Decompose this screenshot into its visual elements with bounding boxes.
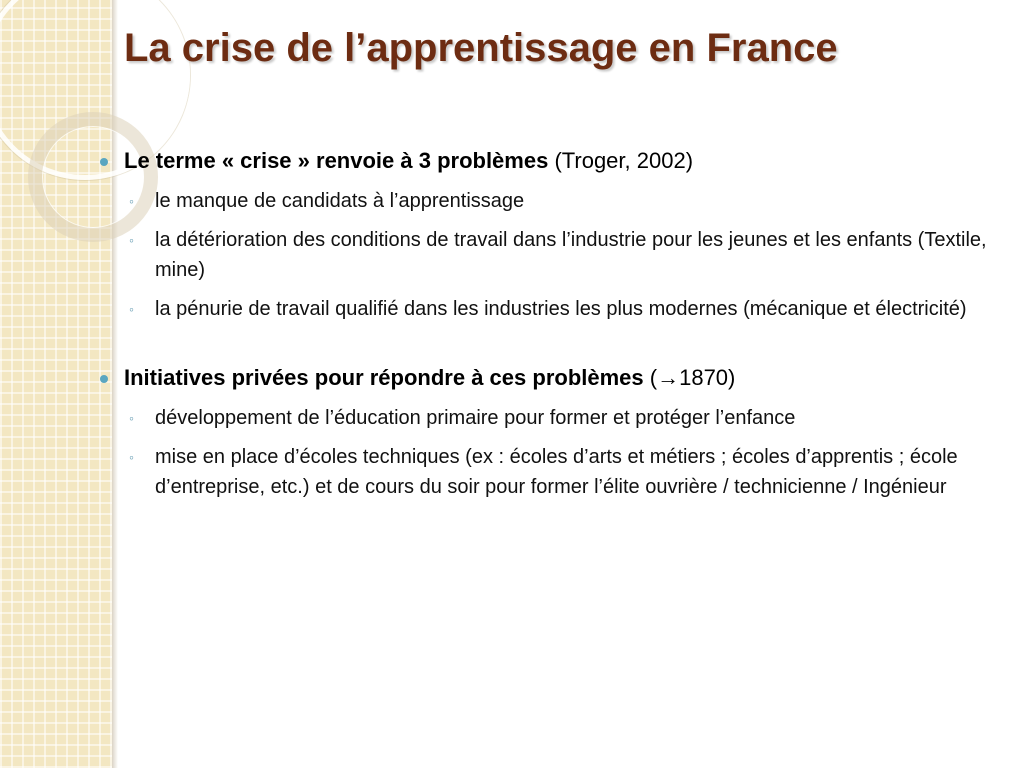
sub-bullet-text: la détérioration des conditions de travail dans l’industrie pour les jeunes et les enfants (Textile, mine) [155,229,987,281]
sub-bullet-item [100,442,990,502]
sub-bullet-item [100,403,990,433]
sub-bullet-text: le manque de candidats à l’apprentissage [155,190,525,212]
bullet-heading-citation: (Troger, 2002) [548,148,694,173]
section-spacer [100,324,990,362]
sub-bullet-item [100,225,990,285]
hollow-circle-bullet-icon: ◦ [129,410,134,426]
hollow-circle-bullet-icon: ◦ [129,301,134,317]
bullet-heading-bold: Initiatives privées pour répondre à ces problèmes [124,365,644,390]
arrow-right-icon: → [657,365,680,390]
hollow-circle-bullet-icon: ◦ [129,193,134,209]
sub-bullet-text: développement de l’éducation primaire pour former et protéger l’enfance [155,407,796,429]
round-bullet-icon [100,375,108,383]
sub-bullet-text: la pénurie de travail qualifié dans les industries les plus modernes (mécanique et électricité) [155,298,967,320]
slide-content [100,145,990,502]
bullet-initiatives-privees [100,362,990,394]
sub-bullet-text: mise en place d’écoles techniques (ex : écoles d’arts et métiers ; écoles d’apprentis ; école d’entreprise, etc.) et de cours du soir pour former l’élite ouvrière / technicienne / Ingénieur [155,446,958,498]
round-bullet-icon [100,158,108,166]
hollow-circle-bullet-icon: ◦ [129,449,134,465]
sub-bullet-item [100,186,990,216]
bullet-heading-bold: Le terme « crise » renvoie à 3 problèmes [124,148,549,173]
bullet-crise-terme [100,145,990,177]
sub-bullet-item [100,294,990,324]
bullet-heading-paren-open: ( [643,365,658,390]
hollow-circle-bullet-icon: ◦ [129,232,134,248]
bullet-heading-year: 1870) [679,365,736,390]
slide-title: La crise de l’apprentissage en France [124,26,838,70]
